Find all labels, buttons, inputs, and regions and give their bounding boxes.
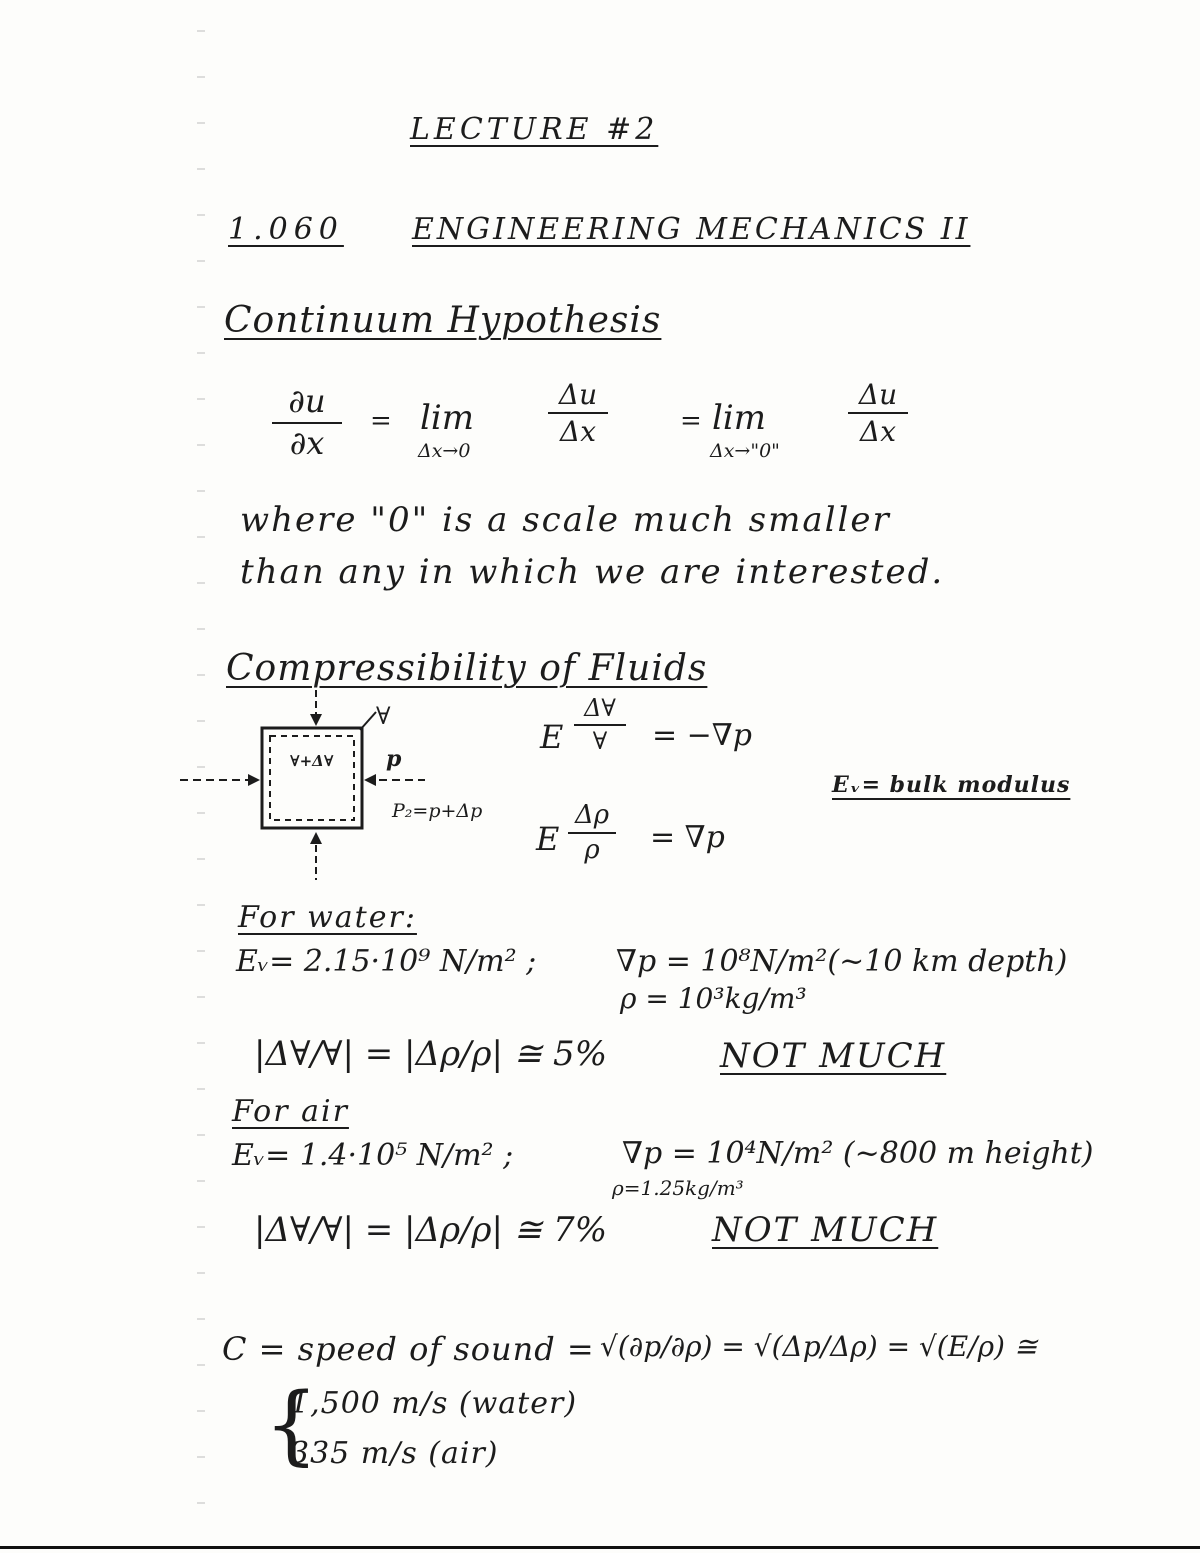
fraction-bar (548, 412, 608, 414)
limit-2-subscript: Δx→"0" (710, 440, 780, 462)
fraction-bar (574, 724, 626, 726)
limit-2: lim (712, 398, 766, 438)
eq1-E: E (540, 718, 564, 756)
frac2-denominator: Δx (859, 415, 896, 449)
fraction-bar (568, 832, 616, 834)
air-verdict: NOT MUCH (712, 1210, 939, 1250)
water-pressure-change: ∇p = 10⁸N/m²(~10 km depth) (616, 944, 1068, 979)
air-heading: For air (232, 1094, 349, 1129)
eq1-numerator: Δ∀ (584, 694, 616, 722)
eq2-numerator: Δρ (574, 800, 610, 830)
air-density: ρ=1.25kg/m³ (612, 1176, 744, 1200)
where-line-1: where "0" is a scale much smaller (240, 500, 891, 540)
compressibility-heading: Compressibility of Fluids (226, 648, 708, 689)
frac1-numerator: Δu (558, 378, 598, 411)
volume-label: ∀ (376, 702, 391, 730)
air-pressure-change: ∇p = 10⁴N/m² (~800 m height) (622, 1136, 1094, 1171)
sound-speed-air: 335 m/s (air) (290, 1436, 499, 1471)
water-heading: For water: (238, 900, 417, 935)
sound-brace: { (264, 1375, 319, 1475)
difference-quotient-2 (848, 380, 908, 447)
eq1-rhs: = −∇p (652, 718, 752, 753)
equals-sign-1: = (370, 406, 392, 436)
course-title: ENGINEERING MECHANICS II (412, 212, 971, 247)
frac2-numerator: Δu (858, 378, 898, 411)
continuum-heading: Continuum Hypothesis (224, 300, 662, 341)
course-number: 1.060 (228, 212, 344, 247)
lhs-denominator: ∂x (289, 423, 325, 462)
air-bulk-modulus: Eᵥ= 1.4·10⁵ N/m² ; (232, 1138, 514, 1173)
air-ratio: |Δ∀/∀| = |Δρ/ρ| ≅ 7% (254, 1210, 607, 1250)
difference-quotient-1 (548, 380, 608, 447)
eq2-denominator: ρ (584, 835, 600, 866)
frac1-denominator: Δx (559, 415, 596, 449)
limit-1-subscript: Δx→0 (418, 440, 471, 462)
inner-volume-label: ∀+Δ∀ (290, 752, 334, 770)
water-ratio: |Δ∀/∀| = |Δρ/ρ| ≅ 5% (254, 1034, 607, 1074)
eq1-fraction (574, 696, 626, 754)
limit-1: lim (420, 398, 474, 438)
equals-sign-2: = (680, 406, 702, 436)
bulk-modulus-note: Eᵥ= bulk modulus (832, 772, 1071, 798)
eq2-rhs: = ∇p (650, 820, 725, 855)
water-bulk-modulus: Eᵥ= 2.15·10⁹ N/m² ; (236, 944, 537, 979)
eq1-denominator: ∀ (592, 727, 608, 756)
partial-derivative (272, 382, 342, 462)
fraction-bar (848, 412, 908, 414)
lecture-title: LECTURE #2 (410, 112, 659, 147)
sound-speed-water: 1,500 m/s (water) (290, 1386, 578, 1421)
water-verdict: NOT MUCH (720, 1036, 947, 1076)
eq2-fraction (568, 802, 616, 865)
pressure-2-label: P₂=p+Δp (392, 800, 483, 822)
eq2-E: E (536, 820, 560, 858)
water-density: ρ = 10³kg/m³ (620, 982, 807, 1015)
pressure-label: p (386, 746, 402, 772)
sound-speed-lhs: C = speed of sound = (222, 1330, 595, 1368)
bottom-edge (0, 1546, 1200, 1549)
sound-speed-roots: √(∂p/∂ρ) = √(Δp/Δρ) = √(E/ρ) ≅ (600, 1330, 1038, 1363)
where-line-2: than any in which we are interested. (240, 552, 945, 592)
lhs-numerator: ∂u (288, 382, 326, 420)
control-volume-diagram (180, 690, 520, 890)
